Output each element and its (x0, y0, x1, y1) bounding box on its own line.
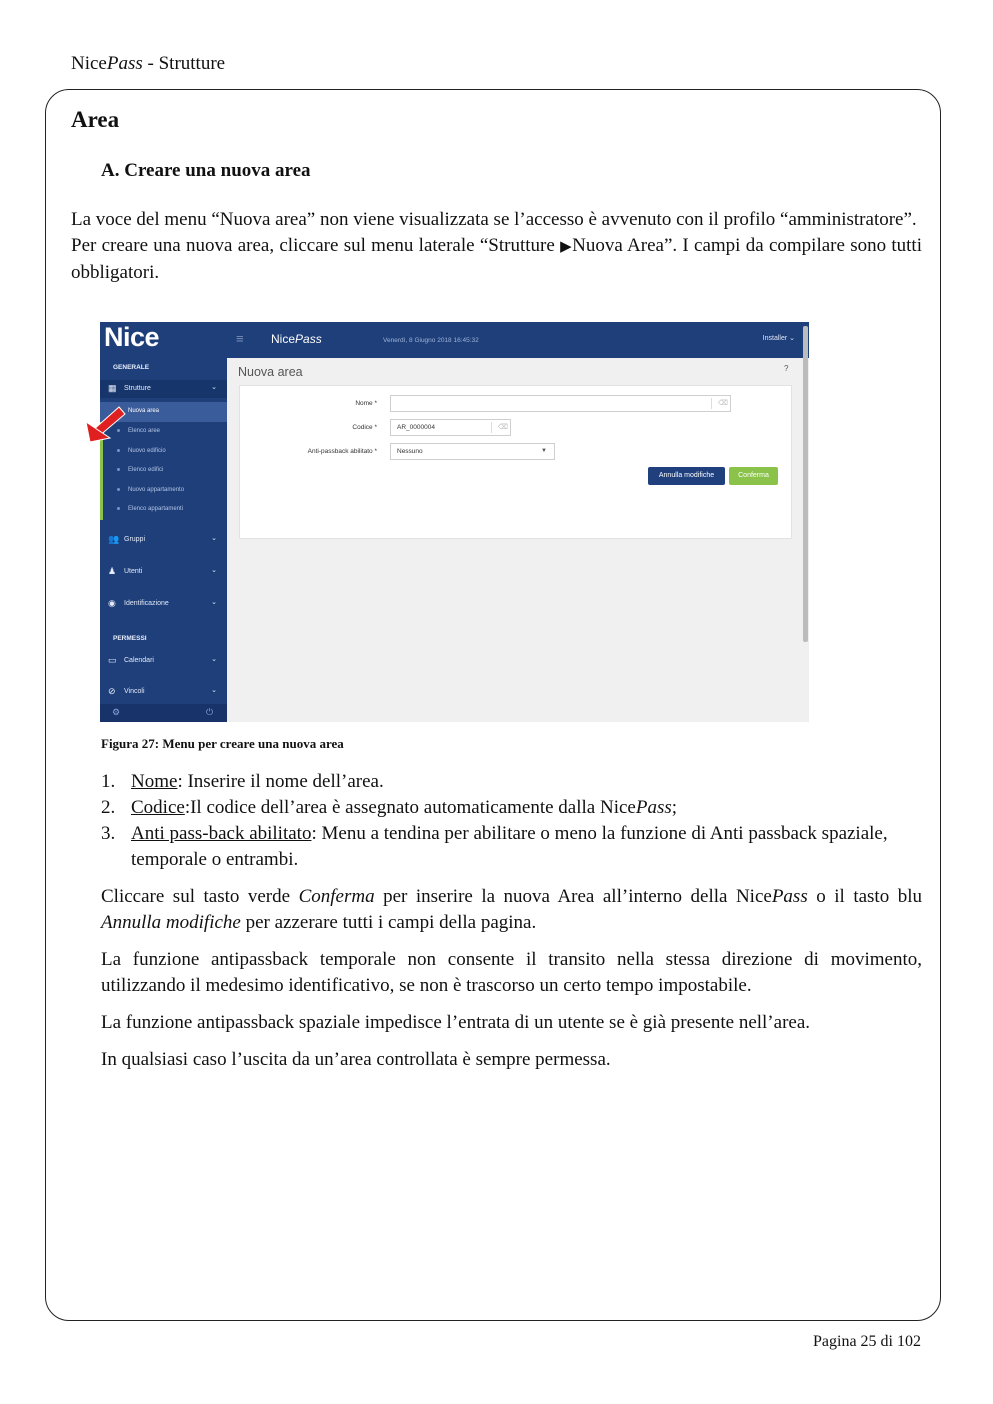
list-item: 3. Anti pass-back abilitato: Menu a tendina per abilitare o meno la funzione di Anti passback spaziale, temporale o entrambi. (101, 823, 888, 870)
power-icon[interactable]: ⏻ (206, 707, 214, 717)
triangle-right-icon: ▶ (560, 239, 573, 255)
sidebar-subitem-elenco-appartamenti[interactable]: Elenco appartamenti (100, 500, 227, 520)
caret-down-icon: ▼ (541, 448, 547, 454)
intro-paragraph-1: La voce del menu “Nuova area” non viene visualizzata se l’accesso è avvenuto con il profilo “amministratore”. (71, 209, 917, 230)
page-title: Nuova area (238, 365, 303, 379)
nome-input[interactable] (390, 395, 731, 412)
user-icon: ♟ (108, 566, 117, 576)
users-icon: 👥 (108, 534, 120, 544)
clear-icon[interactable]: ⌫ (498, 424, 508, 431)
sidebar-subitem-nuovo-appartamento[interactable]: Nuovo appartamento (100, 481, 227, 501)
chevron-down-icon: ⌄ (211, 567, 217, 574)
app-datetime: Venerdì, 8 Giugno 2018 16:45:32 (383, 337, 479, 344)
sidebar-section-generale: GENERALE (113, 364, 150, 371)
paragraph-uscita: In qualsiasi caso l’uscita da un’area controllata è sempre permessa. (101, 1049, 611, 1070)
paragraph-spaziale: La funzione antipassback spaziale impedisce l’entrata di un utente se è già presente nell’area. (101, 1012, 811, 1033)
sidebar-item-vincoli[interactable]: ⊘ Vincoli ⌄ (108, 686, 217, 696)
list-item: 2. Codice:Il codice dell’area è assegnato automaticamente dalla NicePass; (101, 797, 678, 818)
anti-passback-label: Anti-passback abilitato * (307, 448, 377, 455)
nome-label: Nome * (355, 400, 377, 407)
menu-icon[interactable]: ≡ (236, 331, 244, 346)
conferma-button[interactable]: Conferma (729, 467, 778, 485)
figure-screenshot (100, 322, 809, 722)
sidebar-subitem-elenco-edifici[interactable]: Elenco edifici (100, 461, 227, 481)
codice-label: Codice * (352, 424, 377, 431)
gear-icon[interactable]: ⚙ (112, 707, 121, 717)
anti-passback-select[interactable]: Nessuno ▼ (390, 443, 555, 460)
field-list (101, 769, 922, 873)
sidebar-item-strutture[interactable]: ▦ Strutture ⌄ (100, 380, 227, 398)
sidebar-item-utenti[interactable]: ♟ Utenti ⌄ (108, 566, 217, 576)
block-icon: ⊘ (108, 686, 116, 696)
annotation-arrow-icon (84, 400, 130, 446)
paragraph-conferma: Cliccare sul tasto verde Conferma per inserire la nuova Area all’interno della NicePass o il tasto blu Annulla modifiche per azzerare tutti i campi della pagina. (101, 886, 922, 933)
form-card (239, 385, 792, 539)
chevron-down-icon: ⌄ (211, 599, 217, 606)
intro-paragraph-2: Per creare una nuova area, cliccare sul menu laterale “Strutture ▶Nuova Area”. I campi da compilare sono tutti obbligatori. (71, 235, 922, 283)
chevron-down-icon: ⌄ (211, 535, 217, 542)
grid-icon: ▦ (108, 383, 117, 393)
scrollbar[interactable] (803, 326, 808, 642)
app-topbar (227, 322, 809, 358)
user-menu[interactable]: Installer ⌄ (762, 335, 795, 342)
sidebar-footer (100, 704, 227, 722)
figure-caption: Figura 27: Menu per creare una nuova area (101, 736, 344, 751)
chevron-down-icon: ⌄ (211, 687, 217, 694)
chevron-down-icon: ⌄ (211, 656, 217, 663)
running-header: NicePass - Strutture (71, 53, 226, 74)
app-sidebar (100, 322, 227, 722)
sidebar-subitem-nuova-area[interactable]: Nuova area (100, 402, 227, 422)
intro-text (71, 207, 922, 286)
codice-input[interactable]: AR_0000004 ⌫ (390, 419, 511, 436)
calendar-icon: ▭ (108, 655, 117, 665)
list-item: 1. Nome: Inserire il nome dell’area. (101, 771, 384, 792)
annulla-modifiche-button[interactable]: Annulla modifiche (648, 467, 725, 485)
clear-icon[interactable]: ⌫ (718, 400, 728, 407)
section-title: Area (71, 107, 120, 132)
sidebar-item-identificazione[interactable]: ◉ Identificazione ⌄ (108, 598, 217, 608)
sidebar-item-calendari[interactable]: ▭ Calendari ⌄ (108, 655, 217, 665)
fingerprint-icon: ◉ (108, 598, 116, 608)
sidebar-section-permessi: PERMESSI (113, 635, 147, 642)
chevron-down-icon: ⌄ (211, 384, 217, 391)
sidebar-subitem-elenco-aree[interactable]: Elenco aree (100, 422, 227, 442)
app-title: NicePass (271, 332, 322, 346)
page-number: Pagina 25 di 102 (813, 1333, 921, 1350)
nice-logo: Nice (104, 322, 160, 352)
sidebar-item-gruppi[interactable]: 👥 Gruppi ⌄ (108, 534, 217, 544)
sidebar-subitem-nuovo-edificio[interactable]: Nuovo edificio (100, 442, 227, 462)
subsection-title: A. Creare una nuova area (101, 160, 311, 181)
help-icon[interactable]: ? (784, 364, 789, 373)
paragraph-temporale: La funzione antipassback temporale non consente il transito nella stessa direzione di movimento, utilizzando il medesimo identificativo, se non è trascorso un certo tempo impostabile. (101, 949, 922, 996)
